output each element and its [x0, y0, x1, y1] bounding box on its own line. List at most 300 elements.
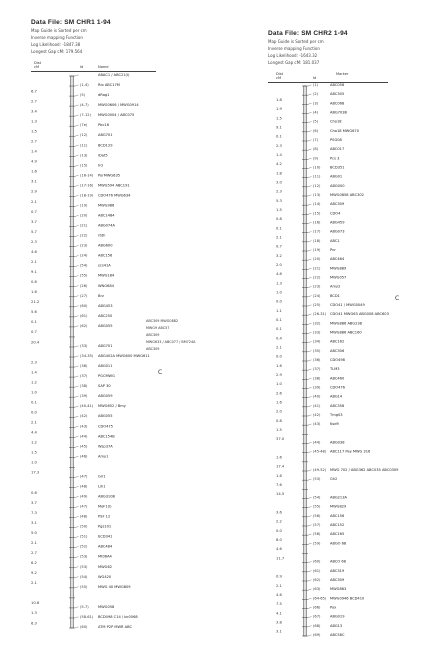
right-col-dist: Dist — [276, 72, 284, 76]
marker-name: ABG213A — [330, 495, 347, 500]
marker-name: BCD351 — [330, 165, 345, 170]
interval-distance: 2.7 — [31, 99, 37, 104]
marker-name: PSG08 — [330, 138, 342, 142]
marker-id: (53) — [313, 477, 321, 482]
marker-id: (16) — [313, 220, 321, 225]
marker-name: CDO41 / MWG0049 — [330, 303, 365, 307]
interval-distance: 6.7 — [31, 89, 37, 94]
marker-id: (55) — [313, 504, 321, 509]
marker-connector — [308, 314, 312, 315]
interval-distance: 2.2 — [276, 519, 282, 524]
marker-id: (20) — [80, 213, 88, 218]
marker-name: ABC484 — [98, 544, 113, 549]
marker-id: (33) — [80, 343, 88, 348]
marker-id: (51) — [80, 534, 88, 539]
marker-id: (17-16) — [80, 183, 94, 188]
marker-id: (6) — [313, 128, 319, 133]
marker-id: (20) — [313, 257, 321, 262]
marker-name: MWG863 — [330, 587, 347, 592]
marker-connector — [308, 296, 312, 297]
marker-connector — [308, 525, 312, 526]
marker-connector — [75, 326, 79, 327]
marker-connector — [308, 543, 312, 544]
marker-connector — [308, 204, 312, 205]
marker-id: (36) — [80, 364, 88, 369]
interval-distance: 2.0 — [276, 263, 282, 268]
marker-connector — [308, 305, 312, 306]
marker-connector — [308, 241, 312, 242]
interval-distance: 0.4 — [276, 336, 282, 341]
left-col-dist-unit: cM — [34, 65, 40, 69]
interval-distance: 2.1 — [31, 540, 37, 545]
marker-connector — [308, 598, 312, 599]
marker-name: ABC162 — [330, 339, 345, 344]
interval-distance: 1.8 — [276, 171, 282, 176]
marker-connector — [75, 346, 79, 347]
marker-name: ABC017 — [330, 147, 345, 152]
marker-name: CDO4 — [330, 211, 341, 216]
marker-id: (4-7) — [80, 103, 89, 108]
marker-connector — [75, 386, 79, 387]
marker-id: (68) — [313, 623, 321, 628]
left-map-meta-4: Longest Gap cM: 179.564 — [31, 49, 83, 54]
marker-connector — [75, 536, 79, 537]
marker-id: (55) — [80, 273, 88, 278]
marker-name: scs41A — [98, 263, 111, 268]
marker-name: ABG055 — [98, 323, 113, 328]
marker-name: ABC358 — [330, 403, 345, 408]
marker-id: (62) — [80, 323, 88, 328]
interval-distance: 0.1 — [276, 134, 282, 139]
marker-id: (46) — [80, 454, 88, 459]
marker-name: ABC117 Pay MWG 316 — [330, 449, 371, 454]
marker-connector — [308, 424, 312, 425]
marker-name: ABG073 — [330, 229, 345, 234]
marker-id: (38) — [80, 384, 88, 389]
side-label: ABC309 — [146, 347, 160, 351]
interval-distance: 3.6 — [276, 510, 282, 515]
marker-id: (21) — [313, 266, 321, 271]
marker-name: ABC058 — [330, 83, 345, 87]
marker-name: Wsp37A — [98, 444, 113, 449]
marker-id: (18-19) — [80, 193, 94, 198]
marker-connector — [308, 231, 312, 232]
marker-id: (37) — [313, 367, 321, 372]
marker-id: (39) — [80, 394, 88, 399]
marker-name: ABG459 — [330, 220, 345, 225]
marker-connector — [75, 577, 79, 578]
marker-connector — [75, 135, 79, 136]
marker-id: (19) — [80, 203, 88, 208]
marker-connector — [308, 176, 312, 177]
marker-connector — [308, 607, 312, 608]
side-label: C — [158, 369, 163, 376]
marker-connector — [308, 167, 312, 168]
marker-connector — [75, 366, 79, 367]
marker-name: PGCMWG — [98, 374, 115, 379]
marker-connector — [308, 259, 312, 260]
marker-id: (60) — [313, 559, 321, 564]
marker-name: ABAC1 / ABC21(I) — [98, 73, 130, 77]
marker-connector — [75, 175, 79, 176]
interval-distance: 1.1 — [276, 308, 282, 313]
marker-connector — [75, 396, 79, 397]
marker-id: (24) — [80, 253, 88, 258]
interval-distance: 2.9 — [31, 189, 37, 194]
marker-id: (55) — [80, 584, 88, 589]
marker-connector — [308, 378, 312, 379]
interval-distance: 2.7 — [31, 551, 37, 556]
marker-id: (26-31) — [313, 312, 327, 317]
marker-name: MWG 702 / ABG362 ABC035 ABC0309 — [330, 468, 399, 472]
marker-name: SAP 30 — [98, 384, 111, 389]
right-col-name: Marker — [336, 72, 349, 76]
marker-id: (47) — [80, 474, 88, 479]
interval-distance: 0.1 — [276, 226, 282, 231]
marker-name: MWG0606 / MWG0914 — [98, 103, 139, 108]
interval-distance: 1.5 — [31, 129, 37, 134]
right-chromosome — [276, 83, 399, 637]
marker-name: CDO41 MWG63 ABG008 ABC603 — [330, 312, 389, 317]
marker-name: ABC152 — [330, 523, 345, 527]
marker-connector — [308, 534, 312, 535]
interval-distance: 5.6 — [31, 310, 37, 315]
marker-connector — [75, 456, 79, 457]
marker-name: ABC305 — [330, 92, 345, 97]
marker-name: ABG701 — [98, 133, 113, 138]
interval-distance: 1.2 — [31, 440, 37, 445]
side-label: ABC309 MWG0882 — [146, 319, 179, 323]
side-label: MWG633 / ABC077 / BM724A — [146, 340, 196, 344]
interval-distance: 0.8 — [276, 217, 282, 222]
marker-id: (5) — [80, 93, 86, 98]
marker-id: (61) — [80, 313, 88, 318]
marker-name: iDat5 — [98, 153, 108, 158]
marker-id: (54) — [80, 574, 88, 579]
left-chromosome — [31, 73, 196, 629]
interval-distance: 3.7 — [31, 500, 37, 505]
marker-connector — [75, 486, 79, 487]
marker-id: (27) — [80, 293, 88, 298]
left-map-meta-1: Map Guide is Sorted per cm — [31, 28, 87, 33]
interval-distance: 0.8 — [276, 418, 282, 423]
marker-name: CDO476 — [330, 385, 345, 390]
marker-id: (32) — [313, 321, 321, 326]
marker-id: (37) — [80, 374, 88, 379]
marker-name: ABG402A MWG600 MWG611 — [98, 354, 150, 359]
marker-name: Pcs 3 — [330, 156, 340, 161]
marker-name: bCD341 — [98, 534, 113, 539]
marker-connector — [75, 506, 79, 507]
marker-connector — [308, 268, 312, 269]
marker-connector — [308, 131, 312, 132]
interval-distance: 1.5 — [276, 208, 282, 213]
interval-distance: 14.5 — [276, 492, 285, 497]
marker-id: (40-41) — [80, 404, 94, 409]
marker-id: (10) — [313, 165, 321, 170]
marker-name: Pbc16 — [98, 123, 109, 128]
interval-distance: 7.6 — [276, 483, 282, 488]
marker-id: (11) — [313, 174, 321, 179]
marker-id: (49-52) — [313, 468, 327, 472]
left-col-id: Id — [80, 65, 84, 69]
interval-distance: 4.6 — [276, 547, 282, 552]
interval-distance: 3.1 — [276, 629, 282, 634]
marker-name: PSF 12 — [98, 514, 111, 519]
marker-connector — [308, 589, 312, 590]
marker-name: ABCO 68 — [330, 559, 346, 564]
marker-name: CDO476 MWG634 — [98, 193, 131, 198]
interval-distance: 8.0 — [276, 538, 282, 543]
marker-name: ABC309 — [330, 578, 345, 582]
marker-id: (15) — [80, 163, 88, 168]
marker-name: WNG684 — [98, 283, 114, 288]
marker-name: Mt06A4 — [98, 554, 112, 559]
marker-name: ABG059 — [98, 394, 113, 399]
interval-distance: 1.6 — [276, 400, 282, 405]
marker-name: ABC156 — [98, 253, 113, 258]
interval-distance: 0.1 — [276, 327, 282, 332]
marker-name: Pgs101 — [98, 524, 112, 529]
interval-distance: 2.1 — [31, 199, 37, 204]
marker-name: ABC250 — [98, 313, 113, 318]
marker-name: Cho18 MWG670 — [330, 128, 359, 133]
left-map-meta-2: Inverse mapping Function — [31, 35, 83, 40]
interval-distance: 0.1 — [31, 400, 37, 405]
marker-name: ABC1484 — [98, 213, 115, 218]
marker-id: (16-14) — [80, 173, 94, 178]
marker-name: MWG184 — [98, 273, 115, 278]
marker-connector — [75, 115, 79, 116]
marker-connector — [75, 155, 79, 156]
marker-connector — [308, 213, 312, 214]
marker-connector — [308, 479, 312, 480]
marker-connector — [75, 627, 79, 628]
marker-connector — [308, 506, 312, 507]
marker-id: (33) — [313, 330, 321, 335]
marker-name: MoF1(I) — [98, 504, 112, 509]
marker-connector — [75, 245, 79, 246]
marker-name: MWG0858 ABC302 — [330, 193, 364, 197]
marker-id: (19) — [313, 248, 321, 252]
marker-name: ABC165 — [330, 532, 345, 537]
marker-name: CDO498 — [330, 358, 345, 362]
marker-connector — [75, 416, 79, 417]
marker-name: MWG886 ABC160 — [330, 330, 362, 335]
marker-id: (42) — [313, 413, 321, 417]
marker-id: (58-61) — [80, 614, 94, 619]
marker-id: (23) — [80, 243, 88, 248]
marker-connector — [308, 222, 312, 223]
marker-name: MWG62 — [98, 564, 113, 569]
marker-name: ABG701 — [98, 343, 113, 348]
right-map-meta-1: Map Guide is Sorted per cm — [268, 39, 324, 44]
marker-id: (34-35) — [80, 354, 94, 359]
marker-id: (60) — [80, 625, 88, 629]
interval-distance: 9.1 — [276, 125, 282, 130]
marker-name: ABG13 — [330, 623, 343, 628]
marker-id: (45-48) — [313, 449, 327, 454]
interval-distance: 2.1 — [276, 235, 282, 240]
left-col-name: Name — [98, 65, 109, 69]
right-col-dist-unit: cM — [276, 76, 282, 80]
marker-connector — [308, 158, 312, 159]
marker-id: (12) — [80, 133, 88, 138]
marker-name: MWG057 — [330, 275, 347, 280]
interval-distance: 11.7 — [276, 556, 285, 561]
marker-name: Amy1 — [98, 454, 109, 459]
right-map-title: Data File: SM CHR2 1-94 — [268, 30, 348, 37]
marker-id: (9) — [313, 156, 319, 161]
marker-name: Pnr — [330, 248, 336, 252]
marker-connector — [75, 316, 79, 317]
marker-name: ABG038 — [330, 440, 345, 445]
marker-connector — [75, 225, 79, 226]
marker-id: (8) — [313, 147, 319, 152]
interval-distance: 2.9 — [276, 373, 282, 378]
marker-connector — [75, 85, 79, 86]
interval-distance: 1.5 — [276, 116, 282, 121]
side-label: MWG9 ABC57 — [146, 326, 170, 330]
marker-name: Ksd9 — [330, 422, 339, 427]
marker-connector — [75, 426, 79, 427]
marker-id: (5) — [313, 119, 319, 124]
marker-connector — [75, 376, 79, 377]
marker-id: (4) — [313, 110, 319, 115]
marker-id: (21) — [80, 223, 88, 228]
marker-name: MWG0946 BCD410 — [330, 596, 365, 601]
interval-distance: 10.6 — [31, 601, 40, 606]
marker-connector — [308, 369, 312, 370]
marker-connector — [308, 561, 312, 562]
marker-connector — [75, 557, 79, 558]
marker-connector — [308, 635, 312, 636]
marker-id: (13) — [80, 153, 88, 158]
marker-name: BCD129 — [98, 143, 113, 148]
marker-connector — [308, 286, 312, 287]
interval-distance: 4.6 — [276, 593, 282, 598]
marker-name: ABC1 — [330, 238, 340, 243]
marker-connector — [75, 567, 79, 568]
marker-name: ABC154B — [98, 434, 115, 439]
marker-name: ABG14 — [330, 394, 343, 399]
marker-id: (52) — [80, 544, 88, 549]
marker-id: (44) — [80, 434, 88, 439]
marker-name: Ird — [98, 163, 103, 168]
interval-distance: 3.1 — [31, 520, 37, 525]
marker-id: (13) — [313, 193, 321, 197]
marker-id: (36) — [313, 358, 321, 362]
marker-id: (24) — [313, 293, 321, 298]
interval-distance: 2.1 — [31, 420, 37, 425]
marker-connector — [308, 323, 312, 324]
interval-distance: 4.2 — [276, 162, 282, 167]
marker-name: MWG889 — [330, 266, 347, 271]
marker-connector — [75, 406, 79, 407]
marker-name: Glr1 — [98, 474, 106, 479]
interval-distance: 0.6 — [31, 280, 37, 285]
marker-connector — [75, 607, 79, 608]
marker-id: (7-12) — [80, 113, 91, 118]
marker-connector — [75, 185, 79, 186]
marker-name: MWG 40 MWG809 — [98, 584, 131, 589]
marker-name: MWG594 ABC191 — [98, 183, 130, 188]
interval-distance: 3.7 — [31, 219, 37, 224]
marker-name: rbth — [98, 233, 106, 238]
interval-distance: 1.4 — [276, 153, 282, 158]
marker-name: BCD098 C14 / bc0568 — [98, 614, 138, 619]
interval-distance: 9.1 — [31, 270, 37, 275]
marker-connector — [75, 105, 79, 106]
marker-name: Pox — [330, 605, 337, 610]
interval-distance: 0.6 — [31, 490, 37, 495]
marker-name: ABC068 — [330, 101, 345, 106]
marker-connector — [75, 145, 79, 146]
interval-distance: 17.3 — [31, 470, 40, 475]
interval-distance: 17.4 — [276, 464, 285, 469]
marker-connector — [75, 195, 79, 196]
marker-id: (45) — [80, 444, 88, 449]
marker-id: (64-65) — [313, 596, 327, 601]
marker-id: (62) — [313, 578, 321, 582]
interval-distance: 3.4 — [31, 109, 37, 114]
marker-id: (54) — [80, 263, 88, 268]
marker-name: Amy2 — [330, 284, 341, 289]
marker-name: ABG310B — [98, 494, 115, 499]
interval-distance: 6.2 — [31, 561, 37, 566]
marker-id: (60) — [80, 303, 88, 308]
marker-name: Cho18 — [330, 119, 342, 124]
marker-id: (11) — [80, 143, 88, 148]
interval-distance: 9.2 — [31, 571, 37, 576]
interval-distance: 6.3 — [31, 621, 37, 626]
marker-id: (50) — [80, 524, 88, 529]
interval-distance: 0.7 — [276, 244, 282, 249]
interval-distance: 1.9 — [276, 107, 282, 112]
right-map-meta-4: Longest Gap cM: 181.037 — [268, 60, 320, 65]
marker-connector — [75, 125, 79, 126]
marker-name: BCD1 — [330, 293, 340, 298]
marker-connector — [308, 516, 312, 517]
interval-distance: 3.2 — [276, 253, 282, 258]
interval-distance: 2.1 — [276, 345, 282, 350]
marker-connector — [75, 516, 79, 517]
marker-connector — [308, 341, 312, 342]
marker-name: MWG058 — [98, 604, 115, 609]
interval-distance: 1.6 — [276, 363, 282, 368]
marker-name: Tmg03 — [330, 413, 343, 417]
marker-id: (53) — [80, 554, 88, 559]
marker-id: (35) — [313, 348, 321, 353]
left-map-meta-3: Log Likelihood: -1847.38 — [31, 42, 81, 47]
marker-id: (57) — [313, 523, 321, 527]
interval-distance: 4.6 — [276, 272, 282, 277]
marker-id: (15) — [313, 211, 321, 216]
interval-distance: 2.0 — [276, 409, 282, 414]
marker-id: (1-4) — [80, 83, 89, 88]
marker-name: ABG01 — [330, 174, 343, 179]
marker-name: MWG652 / Bmy — [98, 404, 126, 409]
marker-connector — [75, 165, 79, 166]
interval-distance: 0.0 — [276, 528, 282, 533]
interval-distance: 1.5 — [276, 428, 282, 433]
interval-distance: 2.7 — [31, 139, 37, 144]
marker-connector — [308, 626, 312, 627]
marker-connector — [75, 296, 79, 297]
marker-id: (7e) — [80, 123, 88, 128]
marker-id: (44) — [313, 440, 321, 445]
marker-id: (48) — [80, 484, 88, 489]
